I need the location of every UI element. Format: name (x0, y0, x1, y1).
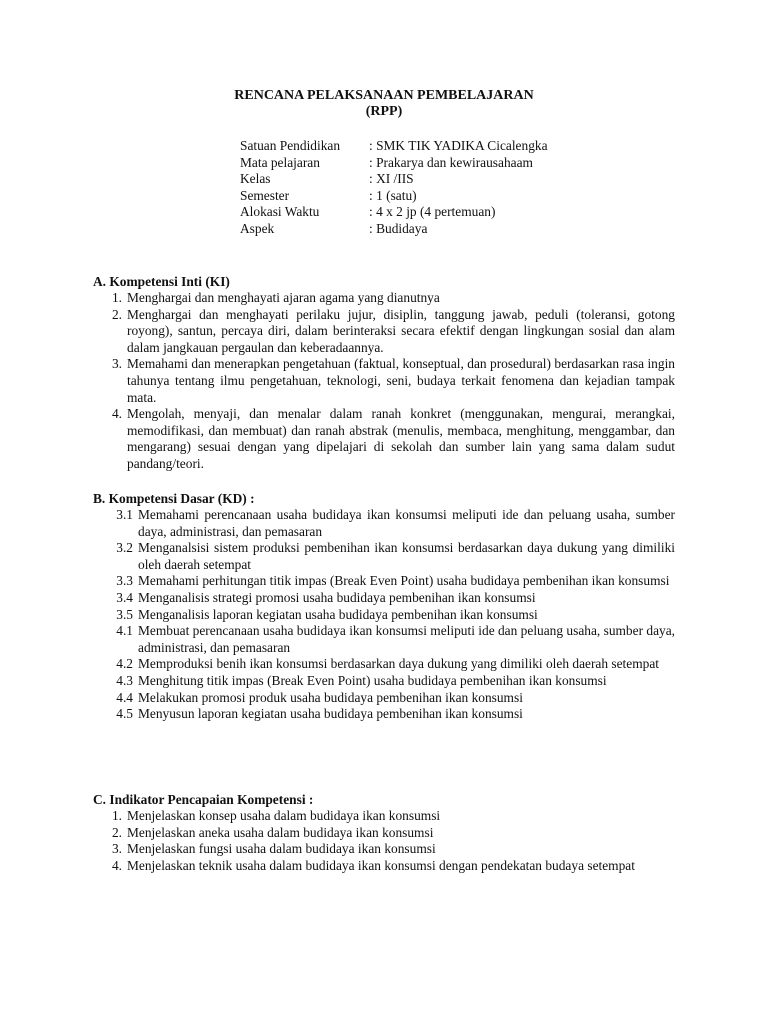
item-number: 3. (111, 841, 122, 857)
item-text: Memahami perencanaan usaha budidaya ikan konsumsi meliputi ide dan peluang usaha, sumber daya, administrasi, dan pemasaran (138, 507, 675, 539)
meta-label: Alokasi Waktu (240, 204, 320, 220)
item-text: Menganalsisi sistem produksi pembenihan ikan konsumsi berdasarkan daya dukung yang dimiliki oleh daerah setempat (138, 540, 675, 572)
item-number: 3.2 (116, 540, 133, 556)
item-text: Menganalisis strategi promosi usaha budidaya pembenihan ikan konsumsi (138, 589, 536, 605)
meta-label: Aspek (240, 220, 275, 236)
list-item (93, 858, 675, 875)
item-text: Memahami perhitungan titik impas (Break Even Point) usaha budidaya pembenihan ikan konsumsi (138, 573, 670, 589)
list-item (93, 808, 675, 825)
meta-row-semester (240, 188, 548, 205)
item-number: 3.4 (116, 589, 133, 605)
meta-value: : SMK TIK YADIKA Cicalengka (369, 138, 548, 153)
meta-row-alokasi (240, 204, 548, 221)
item-number: 1. (111, 290, 122, 305)
item-number: 4.4 (116, 689, 133, 705)
item-text: Menjelaskan fungsi usaha dalam budidaya ikan konsumsi (127, 841, 436, 857)
list-item (93, 690, 675, 707)
item-number: 4. (111, 857, 122, 873)
item-number: 3.3 (116, 573, 133, 589)
meta-value: : Budidaya (369, 220, 428, 236)
item-number: 2. (111, 824, 122, 840)
item-text: Membuat perencanaan usaha budidaya ikan konsumsi meliputi ide dan peluang usaha, sumber daya, administrasi, dan pemasaran (138, 623, 675, 655)
item-text: Menjelaskan aneka usaha dalam budidaya ikan konsumsi (127, 824, 434, 840)
item-text: Menyusun laporan kegiatan usaha budidaya pembenihan ikan konsumsi (138, 706, 523, 722)
document-subtitle: (RPP) (365, 104, 403, 119)
item-number: 4.1 (116, 623, 133, 639)
list-item (93, 706, 675, 723)
kd-list (93, 507, 675, 723)
meta-value: : 1 (satu) (369, 187, 417, 203)
item-number: 2. (111, 306, 122, 322)
identity-table (240, 138, 548, 238)
list-item (93, 590, 675, 607)
item-text: Memproduksi benih ikan konsumsi berdasarkan daya dukung yang dimiliki oleh daerah setempat (138, 656, 659, 672)
item-number: 4.5 (116, 706, 133, 722)
list-item (93, 573, 675, 590)
meta-value: : Prakarya dan kewirausahaam (369, 154, 533, 170)
item-number: 4. (111, 406, 122, 422)
meta-value: : 4 x 2 jp (4 pertemuan) (369, 204, 496, 220)
section-heading-ipk: C. Indikator Pencapaian Kompetensi : (93, 792, 314, 807)
item-text: Menganalisis laporan kegiatan usaha budidaya pembenihan ikan konsumsi (138, 606, 538, 622)
meta-row-kelas (240, 171, 548, 188)
ki-list (93, 290, 675, 473)
item-number: 3.1 (116, 507, 133, 522)
item-number: 4.2 (116, 656, 133, 672)
meta-label: Kelas (240, 171, 271, 187)
list-item (93, 507, 675, 540)
meta-value: : XI /IIS (369, 171, 414, 187)
list-item (93, 356, 675, 406)
meta-row-mapel (240, 155, 548, 172)
item-number: 4.3 (116, 672, 133, 688)
section-heading-kd: B. Kompetensi Dasar (KD) : (93, 491, 255, 506)
item-number: 3. (111, 356, 122, 372)
item-text: Melakukan promosi produk usaha budidaya pembenihan ikan konsumsi (138, 689, 523, 705)
meta-label: Satuan Pendidikan (240, 138, 341, 153)
item-text: Mengolah, menyaji, dan menalar dalam ranah konkret (menggunakan, mengurai, merangkai, memodifikasi, dan membuat) dan ranah abstrak (menulis, membaca, menghitung, menggambar, dan mengarang) sesuai dengan yang dipelajari di sekolah dan sumber lain yang sama dalam sudut pandang/teori. (127, 406, 675, 471)
list-item (93, 540, 675, 573)
section-heading-ki: A. Kompetensi Inti (KI) (93, 274, 230, 289)
list-item (93, 607, 675, 624)
item-text: Menjelaskan teknik usaha dalam budidaya ikan konsumsi dengan pendekatan budaya setempat (127, 857, 635, 873)
item-text: Menghargai dan menghayati ajaran agama yang dianutnya (127, 290, 440, 305)
item-text: Menghitung titik impas (Break Even Point) usaha budidaya pembenihan ikan konsumsi (138, 672, 607, 688)
item-text: Menjelaskan konsep usaha dalam budidaya ikan konsumsi (127, 808, 441, 823)
item-text: Menghargai dan menghayati perilaku jujur, disiplin, tanggung jawab, peduli (toleransi, gotong royong), santun, percaya diri, dalam berinteraksi secara efektif dengan lingkungan sosial dan alam dalam jangkauan pergaulan dan keberadaannya. (127, 306, 675, 355)
meta-label: Semester (240, 187, 290, 203)
item-number: 1. (111, 808, 122, 823)
list-item (93, 825, 675, 842)
list-item (93, 307, 675, 357)
document-title: RENCANA PELAKSANAAN PEMBELAJARAN (234, 88, 534, 103)
list-item (93, 673, 675, 690)
list-item (93, 406, 675, 472)
meta-row-aspek (240, 221, 548, 238)
item-number: 3.5 (116, 606, 133, 622)
meta-label: Mata pelajaran (240, 154, 320, 170)
list-item (93, 623, 675, 656)
meta-row-satuan (240, 138, 548, 155)
list-item (93, 841, 675, 858)
list-item (93, 290, 675, 307)
ipk-list (93, 808, 675, 874)
list-item (93, 656, 675, 673)
item-text: Memahami dan menerapkan pengetahuan (faktual, konseptual, dan prosedural) berdasarkan rasa ingin tahunya tentang ilmu pengetahuan, teknologi, seni, budaya terkait fenomena dan kejadian tampak mata. (127, 356, 675, 405)
